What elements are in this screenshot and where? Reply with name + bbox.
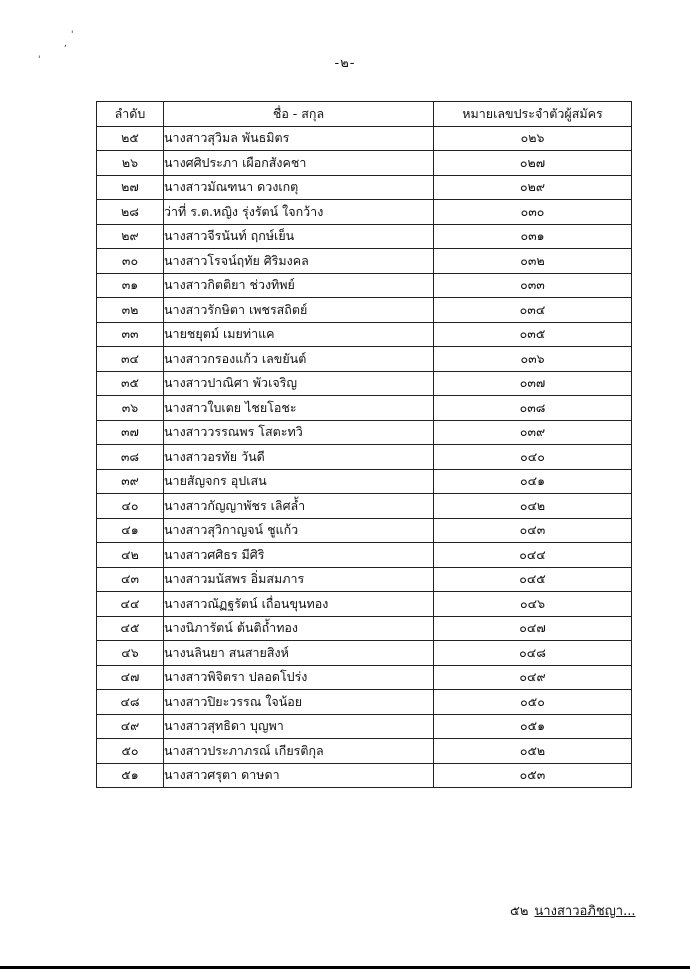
cell-name: นางสาวสุทธิดา บุญพา xyxy=(164,714,434,739)
cell-order: ๓๐ xyxy=(97,249,164,274)
cell-name: นางนลินยา สนสายสิงห์ xyxy=(164,641,434,666)
cell-order: ๓๖ xyxy=(97,396,164,421)
cell-name: นางสาวกิตติยา ช่วงทิพย์ xyxy=(164,273,434,298)
cell-name: นางสาวศรุตา ดาษดา xyxy=(164,763,434,788)
cell-name: นางสาวมัณฑนา ดวงเกตุ xyxy=(164,175,434,200)
cell-order: ๕๑ xyxy=(97,763,164,788)
table-row xyxy=(97,200,632,225)
cell-order: ๔๓ xyxy=(97,567,164,592)
table-header-row xyxy=(97,102,632,127)
table-row xyxy=(97,445,632,470)
table-row xyxy=(97,273,632,298)
table-row xyxy=(97,371,632,396)
table-row xyxy=(97,249,632,274)
cell-order: ๕๐ xyxy=(97,739,164,764)
cell-applicant-no: ๐๒๗ xyxy=(434,151,632,176)
table-row xyxy=(97,763,632,788)
cell-applicant-no: ๐๔๒ xyxy=(434,494,632,519)
cell-applicant-no: ๐๕๓ xyxy=(434,763,632,788)
cell-applicant-no: ๐๓๖ xyxy=(434,347,632,372)
table-row xyxy=(97,469,632,494)
cell-order: ๓๔ xyxy=(97,347,164,372)
page-number: -๒- xyxy=(334,56,356,71)
cell-order: ๔๐ xyxy=(97,494,164,519)
table-row xyxy=(97,592,632,617)
cell-order: ๓๗ xyxy=(97,420,164,445)
cell-applicant-no: ๐๔๓ xyxy=(434,518,632,543)
header-order: ลำดับ xyxy=(97,102,164,127)
cell-order: ๔๘ xyxy=(97,690,164,715)
table-row xyxy=(97,641,632,666)
continuation-note xyxy=(510,900,635,921)
table-row xyxy=(97,322,632,347)
cell-applicant-no: ๐๔๐ xyxy=(434,445,632,470)
cell-order: ๓๑ xyxy=(97,273,164,298)
cell-applicant-no: ๐๒๖ xyxy=(434,126,632,151)
cell-applicant-no: ๐๓๑ xyxy=(434,224,632,249)
cell-order: ๔๖ xyxy=(97,641,164,666)
table-row xyxy=(97,714,632,739)
cell-order: ๒๕ xyxy=(97,126,164,151)
header-applicant-no: หมายเลขประจำตัวผู้สมัคร xyxy=(434,102,632,127)
cell-name: ว่าที่ ร.ต.หญิง รุ่งรัตน์ ใจกว้าง xyxy=(164,200,434,225)
continuation-name: นางสาวอภิชญา... xyxy=(534,904,636,919)
table-row xyxy=(97,690,632,715)
cell-applicant-no: ๐๒๙ xyxy=(434,175,632,200)
cell-order: ๔๙ xyxy=(97,714,164,739)
cell-name: นางสาวมนัสพร อิ่มสมภาร xyxy=(164,567,434,592)
table-row xyxy=(97,126,632,151)
cell-order: ๔๒ xyxy=(97,543,164,568)
cell-name: นางสาวกรองแก้ว เลขยันต์ xyxy=(164,347,434,372)
table-row xyxy=(97,543,632,568)
table-row xyxy=(97,175,632,200)
cell-applicant-no: ๐๔๙ xyxy=(434,665,632,690)
table-row xyxy=(97,151,632,176)
cell-name: นางสาวโรจน์ฤทัย ศิริมงคล xyxy=(164,249,434,274)
cell-order: ๒๘ xyxy=(97,200,164,225)
cell-name: นางสาววรรณพร โสตะทวิ xyxy=(164,420,434,445)
footer-rule xyxy=(0,966,690,969)
cell-order: ๓๓ xyxy=(97,322,164,347)
cell-applicant-no: ๐๔๔ xyxy=(434,543,632,568)
cell-order: ๓๘ xyxy=(97,445,164,470)
cell-name: นางสาวศศิธร มีศิริ xyxy=(164,543,434,568)
applicant-table xyxy=(96,101,632,788)
table-row xyxy=(97,567,632,592)
cell-applicant-no: ๐๔๘ xyxy=(434,641,632,666)
scan-speck: , xyxy=(64,39,67,49)
table-row xyxy=(97,494,632,519)
cell-order: ๔๗ xyxy=(97,665,164,690)
cell-name: นางสาวพิจิตรา ปลอดโปร่ง xyxy=(164,665,434,690)
cell-order: ๒๗ xyxy=(97,175,164,200)
cell-name: นายชยุตม์ เมยท่าแค xyxy=(164,322,434,347)
cell-applicant-no: ๐๓๘ xyxy=(434,396,632,421)
cell-name: นางสาวอรทัย วันดี xyxy=(164,445,434,470)
cell-order: ๔๕ xyxy=(97,616,164,641)
cell-order: ๔๔ xyxy=(97,592,164,617)
cell-name: นางสาวกัญญาพัชร เลิศล้ำ xyxy=(164,494,434,519)
cell-order: ๒๖ xyxy=(97,151,164,176)
cell-name: นางสาวใบเตย ไชยโอชะ xyxy=(164,396,434,421)
continuation-order: ๕๒ xyxy=(510,904,529,919)
cell-name: นางสาวจีรนันท์ ฤกษ์เย็น xyxy=(164,224,434,249)
table-row xyxy=(97,396,632,421)
cell-order: ๒๙ xyxy=(97,224,164,249)
cell-applicant-no: ๐๓๓ xyxy=(434,273,632,298)
cell-name: นางสาวปิยะวรรณ ใจน้อย xyxy=(164,690,434,715)
header-name: ชื่อ - สกุล xyxy=(164,102,434,127)
cell-applicant-no: ๐๔๑ xyxy=(434,469,632,494)
table-row xyxy=(97,518,632,543)
cell-applicant-no: ๐๔๖ xyxy=(434,592,632,617)
cell-order: ๔๑ xyxy=(97,518,164,543)
cell-applicant-no: ๐๓๙ xyxy=(434,420,632,445)
cell-order: ๓๕ xyxy=(97,371,164,396)
table-row xyxy=(97,616,632,641)
cell-name: นางสาวณัฏฐรัตน์ เถื่อนขุนทอง xyxy=(164,592,434,617)
scan-speck: ' xyxy=(71,30,74,40)
cell-applicant-no: ๐๓๕ xyxy=(434,322,632,347)
cell-order: ๓๙ xyxy=(97,469,164,494)
table-row xyxy=(97,420,632,445)
cell-name: นายสัญจกร อุปเสน xyxy=(164,469,434,494)
cell-applicant-no: ๐๔๕ xyxy=(434,567,632,592)
table-row xyxy=(97,739,632,764)
cell-name: นางสาวสุวิมล พันธมิตร xyxy=(164,126,434,151)
cell-applicant-no: ๐๓๔ xyxy=(434,298,632,323)
cell-name: นางศศิประภา เผือกสังคชา xyxy=(164,151,434,176)
cell-name: นางสาวประภาภรณ์ เกียรติกุล xyxy=(164,739,434,764)
table-row xyxy=(97,298,632,323)
cell-applicant-no: ๐๔๗ xyxy=(434,616,632,641)
cell-name: นางสาวรักษิตา เพชรสถิตย์ xyxy=(164,298,434,323)
table-row xyxy=(97,665,632,690)
table-row xyxy=(97,347,632,372)
cell-name: นางสาวปาณิศา พัวเจริญ xyxy=(164,371,434,396)
cell-applicant-no: ๐๓๗ xyxy=(434,371,632,396)
cell-applicant-no: ๐๕๐ xyxy=(434,690,632,715)
cell-applicant-no: ๐๕๒ xyxy=(434,739,632,764)
scan-speck: ' xyxy=(38,55,41,65)
cell-name: นางนิภารัตน์ ต้นติถ้ำทอง xyxy=(164,616,434,641)
cell-applicant-no: ๐๓๐ xyxy=(434,200,632,225)
table-row xyxy=(97,224,632,249)
cell-applicant-no: ๐๓๒ xyxy=(434,249,632,274)
cell-name: นางสาวสุวิกาญจน์ ชูแก้ว xyxy=(164,518,434,543)
cell-applicant-no: ๐๕๑ xyxy=(434,714,632,739)
cell-order: ๓๒ xyxy=(97,298,164,323)
